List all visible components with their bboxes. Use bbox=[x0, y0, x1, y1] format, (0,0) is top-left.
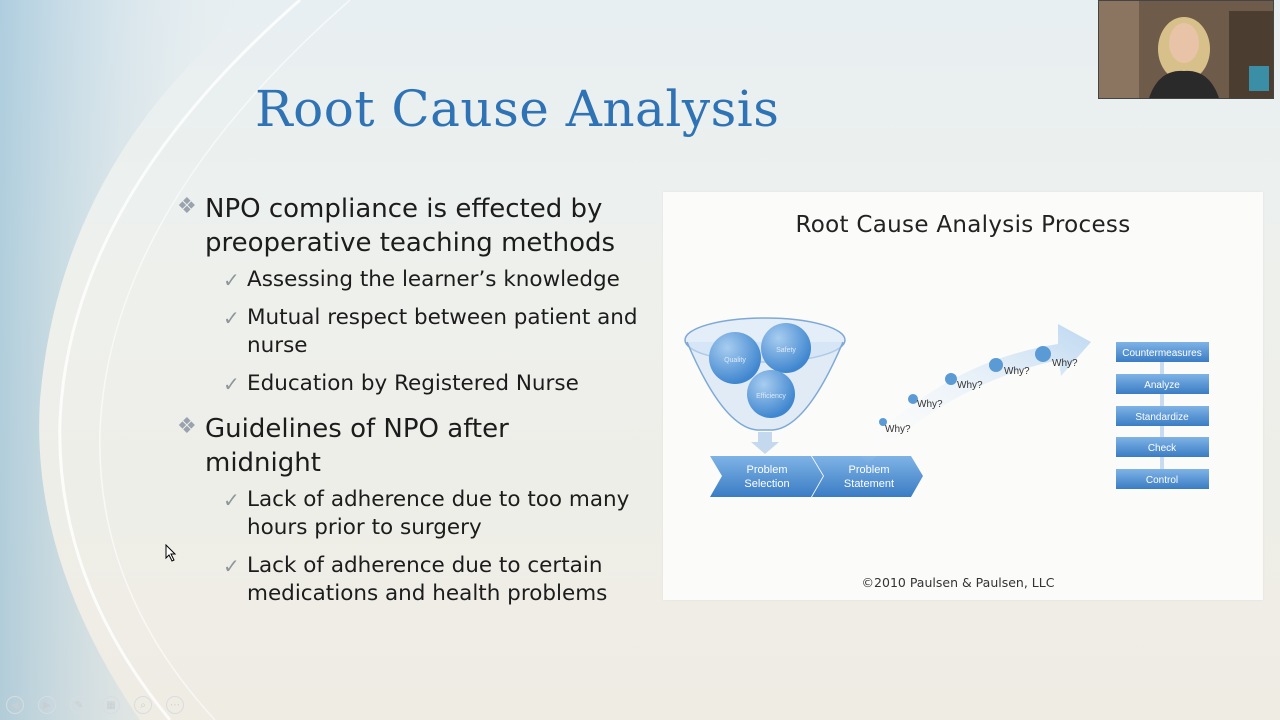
funnel-ball-quality bbox=[709, 332, 761, 384]
bullet-text: Lack of adherence due to certain medications and health problems bbox=[247, 553, 608, 606]
diagram-copyright: ©2010 Paulsen & Paulsen, LLC bbox=[861, 575, 1055, 590]
slides-icon[interactable]: ▦ bbox=[102, 696, 120, 714]
bullet-text: NPO compliance is effected by preoperative teaching methods bbox=[205, 194, 616, 258]
step-analyze bbox=[1116, 374, 1209, 394]
step-check bbox=[1116, 437, 1209, 457]
step-countermeasures bbox=[1116, 342, 1209, 362]
bullet-level2 bbox=[177, 370, 667, 398]
more-icon[interactable]: ⋯ bbox=[166, 696, 184, 714]
svg-text:Check: Check bbox=[1147, 443, 1177, 454]
checkmark-bullet-icon: ✓ bbox=[223, 554, 240, 578]
bullet-text: Assessing the learner’s knowledge bbox=[247, 267, 620, 292]
checkmark-bullet-icon: ✓ bbox=[223, 268, 240, 292]
bullet-level2 bbox=[177, 304, 667, 360]
bullet-level1 bbox=[177, 192, 667, 260]
pen-icon[interactable]: ✎ bbox=[70, 696, 88, 714]
svg-text:Why?: Why? bbox=[917, 399, 943, 410]
diagram-graphic bbox=[663, 192, 1263, 600]
presenter-avatar bbox=[1099, 1, 1273, 98]
bullet-text: Guidelines of NPO after midnight bbox=[205, 414, 509, 478]
checkmark-bullet-icon: ✓ bbox=[223, 488, 240, 512]
diamond-bullet-icon: ❖ bbox=[177, 414, 197, 439]
previous-icon[interactable]: ◀ bbox=[6, 696, 24, 714]
slideshow-controls bbox=[6, 696, 184, 714]
svg-text:Why?: Why? bbox=[1004, 366, 1030, 377]
bullet-level1 bbox=[177, 412, 595, 480]
step-standardize bbox=[1116, 406, 1209, 426]
bullet-text: Education by Registered Nurse bbox=[247, 371, 579, 396]
funnel-ball-safety bbox=[761, 323, 811, 373]
svg-text:Control: Control bbox=[1145, 475, 1179, 486]
step-control bbox=[1116, 469, 1209, 489]
slide-title: Root Cause Analysis bbox=[255, 80, 780, 138]
svg-text:Selection: Selection bbox=[744, 478, 790, 490]
presenter-webcam bbox=[1098, 0, 1274, 99]
svg-text:Quality: Quality bbox=[724, 357, 746, 364]
mouse-cursor-icon bbox=[165, 544, 177, 562]
svg-text:Countermeasures: Countermeasures bbox=[1122, 348, 1202, 359]
checkmark-bullet-icon: ✓ bbox=[223, 306, 240, 330]
funnel-ball-efficiency bbox=[747, 370, 795, 418]
svg-text:Efficiency: Efficiency bbox=[756, 393, 786, 400]
svg-text:Why?: Why? bbox=[885, 424, 911, 435]
svg-text:Statement: Statement bbox=[843, 478, 895, 490]
svg-text:Why?: Why? bbox=[1052, 358, 1078, 369]
bullet-level2 bbox=[177, 266, 667, 294]
svg-text:Safety: Safety bbox=[776, 347, 796, 354]
bullet-list bbox=[177, 192, 667, 618]
diamond-bullet-icon: ❖ bbox=[177, 194, 197, 219]
bullet-level2 bbox=[177, 486, 667, 542]
zoom-icon[interactable]: ⌕ bbox=[134, 696, 152, 714]
diagram-title: Root Cause Analysis Process bbox=[795, 212, 1131, 238]
next-icon[interactable]: ▶ bbox=[38, 696, 56, 714]
svg-text:Problem: Problem bbox=[746, 464, 788, 476]
rca-process-diagram bbox=[663, 192, 1263, 600]
svg-text:Analyze: Analyze bbox=[1144, 380, 1180, 391]
bullet-text: Mutual respect between patient and nurse bbox=[247, 305, 638, 358]
chevron-problem-selection bbox=[710, 456, 823, 497]
bullet-level2 bbox=[177, 552, 667, 608]
checkmark-bullet-icon: ✓ bbox=[223, 372, 240, 396]
bullet-text: Lack of adherence due to too many hours prior to surgery bbox=[247, 487, 630, 540]
svg-text:Problem: Problem bbox=[848, 464, 890, 476]
rising-arrow-icon bbox=[858, 324, 1091, 464]
svg-text:Why?: Why? bbox=[957, 380, 983, 391]
svg-text:Standardize: Standardize bbox=[1135, 412, 1189, 423]
